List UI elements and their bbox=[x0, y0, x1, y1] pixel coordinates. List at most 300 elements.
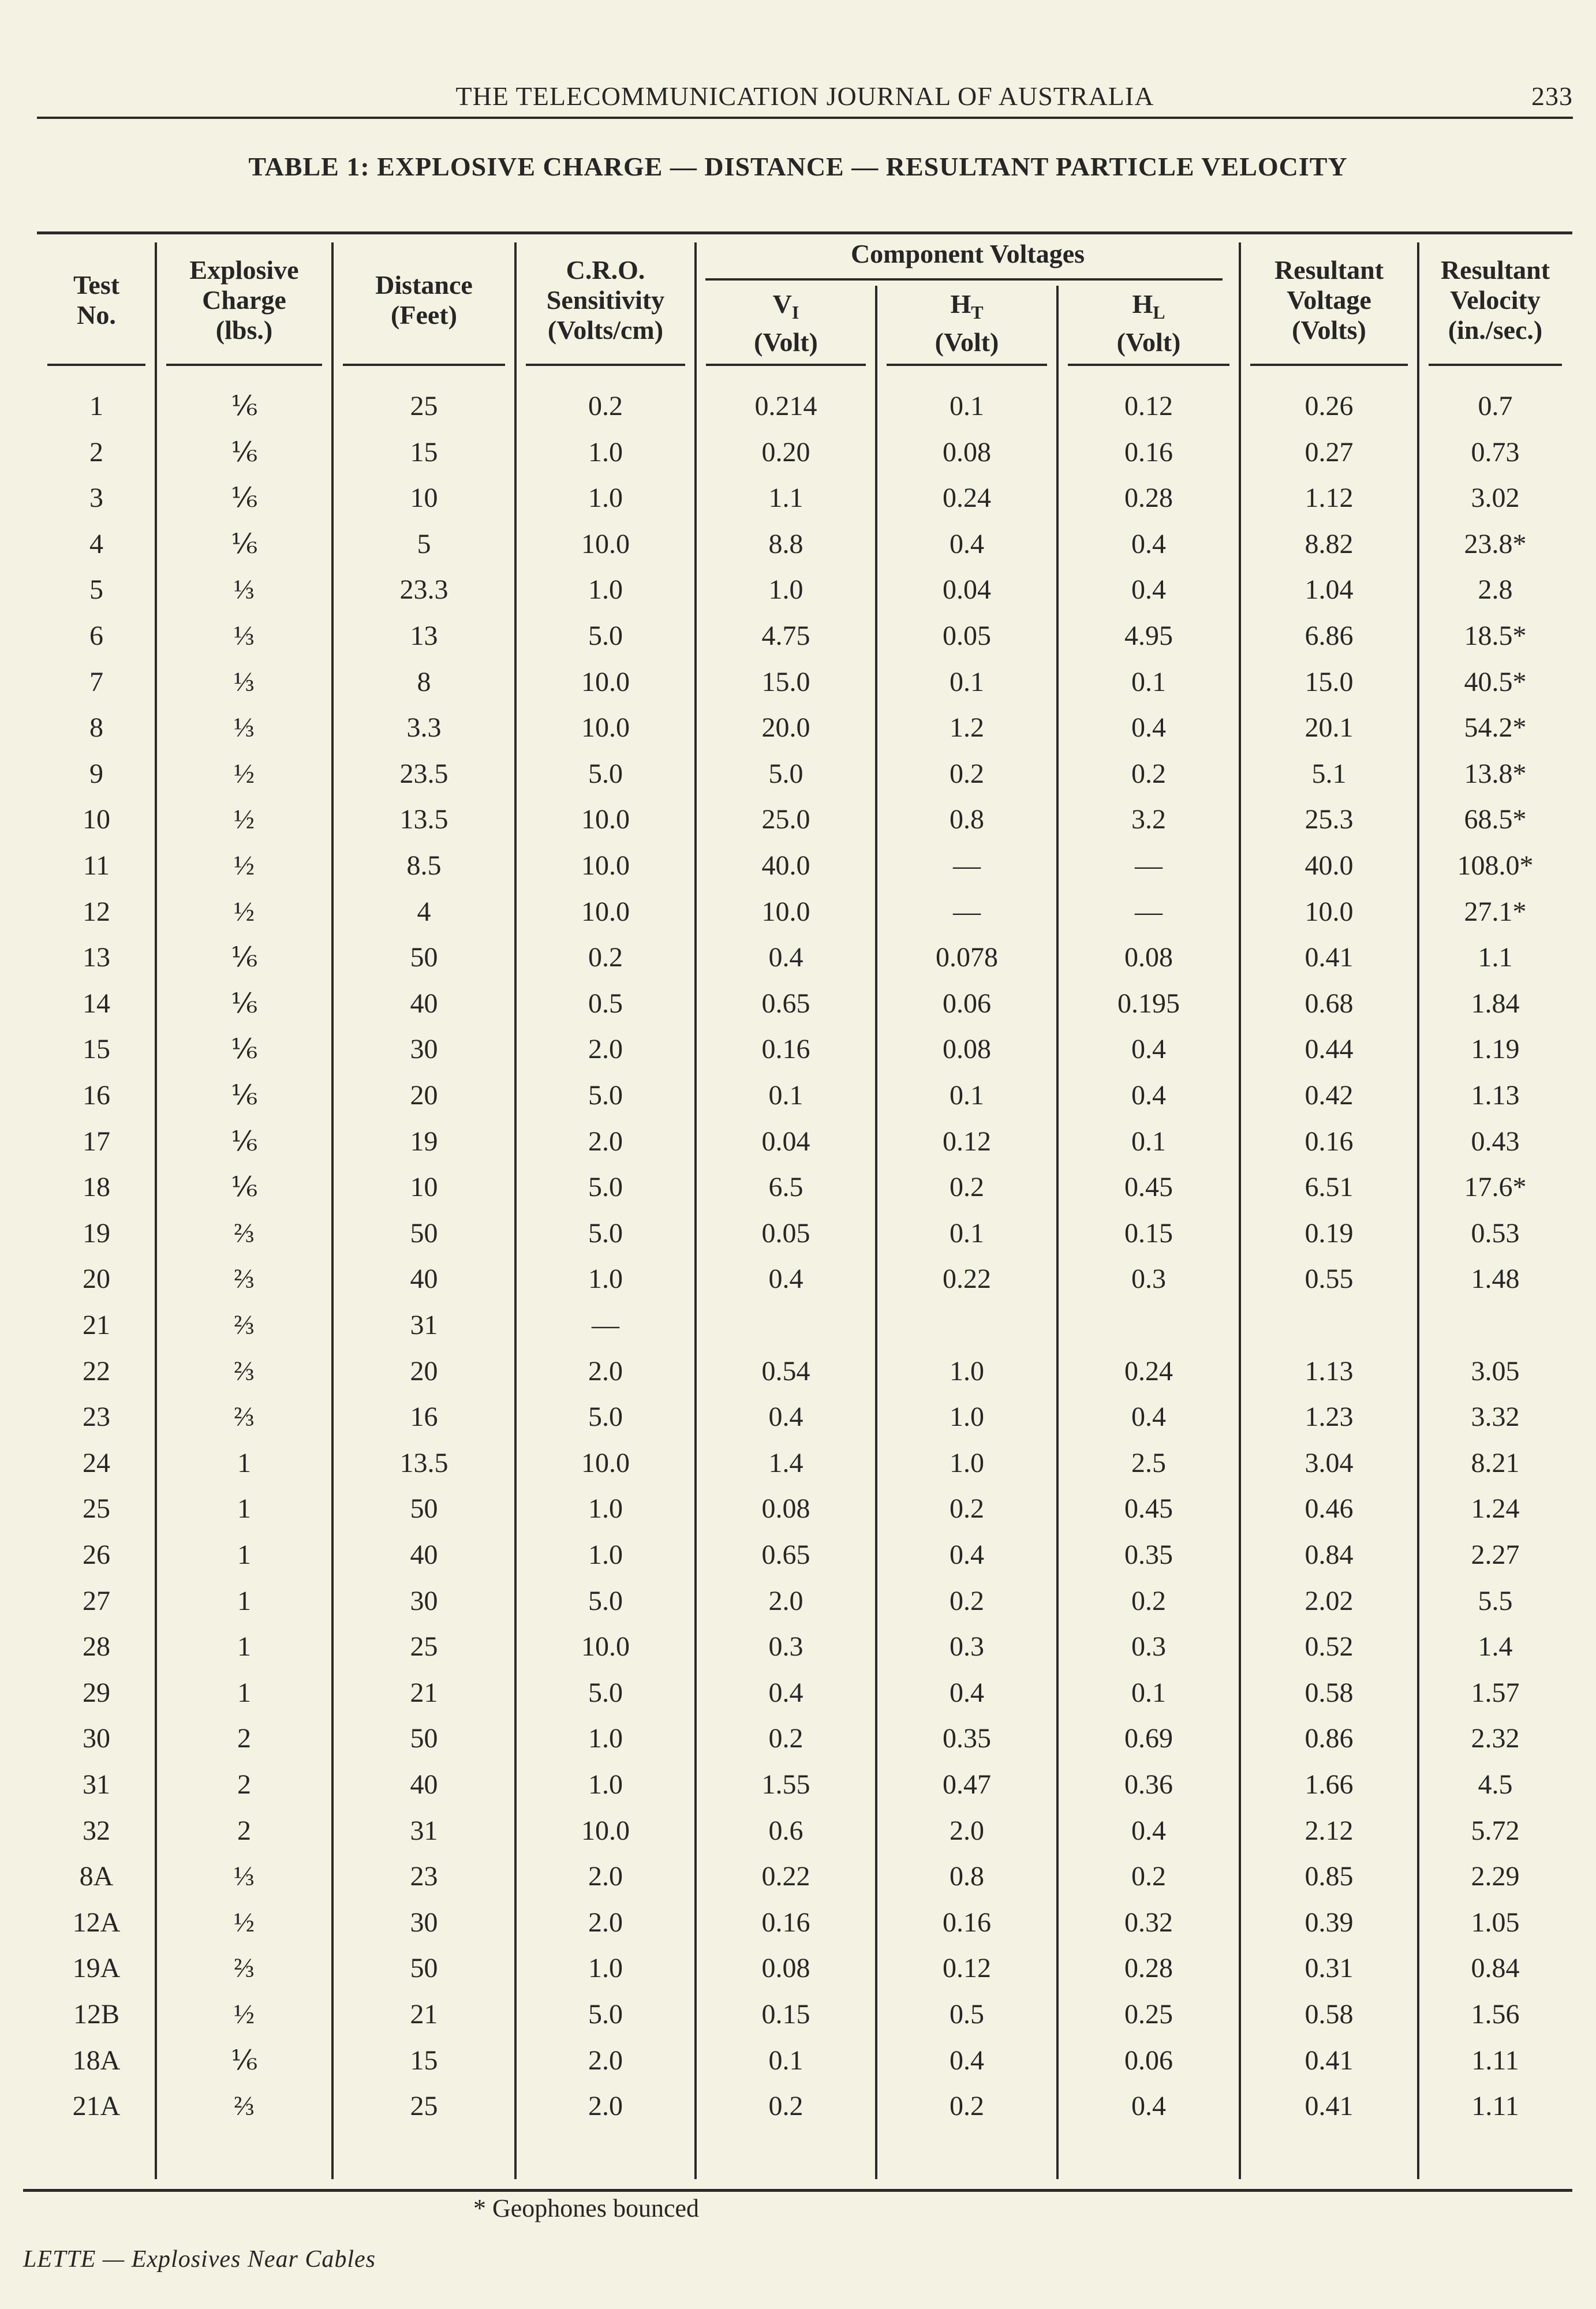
cell-cro-sensitivity: 5.0 bbox=[588, 1585, 623, 1616]
running-head bbox=[37, 81, 1573, 115]
cell-v-voltage: 15.0 bbox=[761, 666, 810, 697]
header-text: V bbox=[772, 289, 792, 319]
cell-test-no: 8 bbox=[89, 712, 103, 743]
cell-charge: ½ bbox=[234, 1999, 255, 2030]
cell-cro-sensitivity: 10.0 bbox=[581, 1631, 630, 1662]
cell-test-no: 12 bbox=[83, 896, 110, 927]
cell-distance: 20 bbox=[410, 1355, 438, 1387]
header-underline bbox=[166, 364, 322, 366]
cell-test-no: 7 bbox=[89, 666, 103, 697]
table-row bbox=[0, 1119, 1596, 1165]
cell-resultant-voltage: 6.86 bbox=[1305, 621, 1354, 651]
cell-hl-voltage: 0.45 bbox=[1124, 1493, 1173, 1525]
cell-cro-sensitivity: 5.0 bbox=[588, 758, 623, 789]
cell-charge: ⅔ bbox=[234, 1953, 255, 1984]
cell-v-voltage: 0.16 bbox=[761, 1034, 810, 1065]
cell-ht-voltage: 0.08 bbox=[943, 436, 991, 468]
cell-hl-voltage: 2.5 bbox=[1131, 1447, 1166, 1478]
journal-title: THE TELECOMMUNICATION JOURNAL OF AUSTRALIA bbox=[455, 81, 1154, 111]
table-row bbox=[0, 1854, 1596, 1900]
cell-v-voltage: 4.75 bbox=[761, 621, 810, 651]
cell-test-no: 11 bbox=[83, 850, 110, 881]
cell-test-no: 22 bbox=[83, 1355, 110, 1387]
cell-resultant-voltage: 2.02 bbox=[1305, 1585, 1354, 1616]
cell-cro-sensitivity: — bbox=[592, 1310, 619, 1340]
cell-test-no: 12B bbox=[73, 1999, 119, 2030]
cell-v-voltage: 8.8 bbox=[768, 528, 803, 559]
cell-test-no: 9 bbox=[89, 758, 103, 789]
header-resultant-velocity bbox=[1418, 242, 1572, 358]
cell-ht-voltage: 0.22 bbox=[943, 1264, 991, 1295]
table-top-rule bbox=[37, 231, 1572, 234]
cell-cro-sensitivity: 5.0 bbox=[588, 1080, 623, 1111]
cell-v-voltage: 20.0 bbox=[761, 712, 810, 743]
cell-hl-voltage: 0.2 bbox=[1131, 758, 1166, 789]
header-charge bbox=[156, 242, 332, 358]
cell-ht-voltage: 0.5 bbox=[950, 1999, 984, 2030]
cell-resultant-voltage: 5.1 bbox=[1311, 758, 1347, 789]
cell-hl-voltage: 0.1 bbox=[1131, 666, 1166, 697]
cell-cro-sensitivity: 1.0 bbox=[588, 1723, 623, 1754]
header-underline bbox=[706, 364, 866, 366]
cell-resultant-velocity: 5.5 bbox=[1478, 1585, 1513, 1616]
header-underline bbox=[1068, 364, 1229, 366]
cell-test-no: 6 bbox=[89, 621, 103, 651]
cell-hl-voltage: 0.195 bbox=[1117, 988, 1180, 1019]
cell-distance: 50 bbox=[410, 1723, 438, 1754]
cell-resultant-voltage: 0.58 bbox=[1305, 1999, 1354, 2030]
header-text: H bbox=[1132, 289, 1153, 319]
cell-resultant-voltage: 0.68 bbox=[1305, 988, 1354, 1019]
cell-test-no: 20 bbox=[83, 1264, 110, 1295]
cell-resultant-velocity: 3.32 bbox=[1471, 1402, 1520, 1433]
table-row bbox=[0, 429, 1596, 476]
cell-cro-sensitivity: 0.2 bbox=[588, 391, 623, 421]
cell-charge: ⅓ bbox=[234, 712, 255, 743]
cell-hl-voltage: 0.4 bbox=[1131, 712, 1166, 743]
cell-ht-voltage: 0.3 bbox=[950, 1631, 984, 1662]
cell-resultant-velocity: 0.84 bbox=[1471, 1953, 1520, 1984]
cell-hl-voltage: 0.4 bbox=[1131, 1080, 1166, 1111]
table-row bbox=[0, 1348, 1596, 1395]
cell-resultant-voltage: 0.41 bbox=[1305, 2045, 1354, 2076]
header-text: C.R.O. bbox=[566, 255, 645, 285]
cell-resultant-velocity: 54.2* bbox=[1464, 712, 1527, 743]
cell-distance: 25 bbox=[410, 391, 438, 421]
cell-resultant-voltage: 1.12 bbox=[1305, 483, 1354, 514]
table-row bbox=[0, 981, 1596, 1027]
cell-ht-voltage: 0.05 bbox=[943, 621, 991, 651]
cell-distance: 15 bbox=[410, 436, 438, 468]
cell-cro-sensitivity: 1.0 bbox=[588, 1540, 623, 1570]
cell-charge: 1 bbox=[237, 1631, 251, 1662]
cell-distance: 13.5 bbox=[399, 804, 448, 835]
table-row bbox=[0, 1670, 1596, 1716]
cell-distance: 40 bbox=[410, 1769, 438, 1800]
cell-charge: 2 bbox=[237, 1723, 251, 1754]
cell-resultant-voltage: 0.86 bbox=[1305, 1723, 1354, 1754]
cell-hl-voltage: 0.06 bbox=[1124, 2045, 1173, 2076]
header-underline bbox=[1429, 364, 1562, 366]
cell-cro-sensitivity: 5.0 bbox=[588, 1999, 623, 2030]
cell-v-voltage: 0.65 bbox=[761, 988, 810, 1019]
cell-distance: 23.3 bbox=[399, 574, 448, 606]
cell-hl-voltage: 0.4 bbox=[1131, 528, 1166, 559]
cell-ht-voltage: 0.4 bbox=[950, 1677, 984, 1708]
cell-ht-voltage: 1.2 bbox=[950, 712, 984, 743]
cell-cro-sensitivity: 1.0 bbox=[588, 483, 623, 514]
cell-ht-voltage: 0.2 bbox=[950, 2091, 984, 2122]
cell-resultant-velocity: 1.05 bbox=[1471, 1907, 1520, 1938]
cell-resultant-voltage: 1.04 bbox=[1305, 574, 1354, 606]
cell-charge: ⅓ bbox=[234, 666, 255, 697]
cell-charge: ⅙ bbox=[230, 436, 258, 468]
cell-cro-sensitivity: 5.0 bbox=[588, 1172, 623, 1203]
cell-hl-voltage: — bbox=[1135, 850, 1163, 881]
cell-distance: 50 bbox=[410, 942, 438, 973]
cell-distance: 50 bbox=[410, 1953, 438, 1984]
cell-distance: 30 bbox=[410, 1907, 438, 1938]
header-text: H bbox=[950, 289, 971, 319]
cell-distance: 5 bbox=[417, 528, 431, 559]
cell-cro-sensitivity: 2.0 bbox=[588, 1126, 623, 1157]
table-row bbox=[0, 475, 1596, 521]
header-distance bbox=[332, 242, 515, 358]
cell-hl-voltage: 0.2 bbox=[1131, 1861, 1166, 1892]
cell-resultant-velocity: 4.5 bbox=[1478, 1769, 1513, 1800]
cell-hl-voltage: 0.28 bbox=[1124, 483, 1173, 514]
cell-distance: 25 bbox=[410, 2091, 438, 2122]
cell-test-no: 19A bbox=[72, 1953, 121, 1984]
cell-ht-voltage: 1.0 bbox=[950, 1355, 984, 1387]
cell-resultant-velocity: 2.29 bbox=[1471, 1861, 1520, 1892]
cell-resultant-velocity: 108.0* bbox=[1457, 850, 1534, 881]
cell-ht-voltage bbox=[876, 1302, 1057, 1348]
table-row bbox=[0, 1440, 1596, 1486]
cell-test-no: 21A bbox=[72, 2091, 121, 2122]
cell-resultant-voltage: 1.13 bbox=[1305, 1355, 1354, 1387]
cell-cro-sensitivity: 1.0 bbox=[588, 1493, 623, 1525]
cell-charge: ⅔ bbox=[234, 1310, 255, 1340]
table-row bbox=[0, 567, 1596, 613]
cell-test-no: 17 bbox=[83, 1126, 110, 1157]
cell-resultant-velocity: 1.84 bbox=[1471, 988, 1520, 1019]
header-text: (lbs.) bbox=[215, 315, 273, 345]
cell-ht-voltage: — bbox=[953, 896, 981, 927]
table-row bbox=[0, 1256, 1596, 1302]
cell-distance: 30 bbox=[410, 1034, 438, 1065]
cell-ht-voltage: 0.24 bbox=[943, 483, 991, 514]
cell-distance: 8.5 bbox=[406, 850, 442, 881]
header-text: (Volts) bbox=[1292, 315, 1366, 345]
cell-charge: ⅙ bbox=[230, 1126, 258, 1157]
cell-resultant-voltage: 15.0 bbox=[1305, 666, 1354, 697]
cell-cro-sensitivity: 5.0 bbox=[588, 1677, 623, 1708]
cell-resultant-voltage: 8.82 bbox=[1305, 528, 1354, 559]
header-text: (Volts/cm) bbox=[547, 315, 664, 345]
cell-cro-sensitivity: 5.0 bbox=[588, 1402, 623, 1433]
table-row bbox=[0, 2083, 1596, 2129]
cell-cro-sensitivity: 10.0 bbox=[581, 850, 630, 881]
cell-v-voltage: 0.4 bbox=[768, 1402, 803, 1433]
cell-resultant-voltage: 0.27 bbox=[1305, 436, 1354, 468]
cell-distance: 40 bbox=[410, 1264, 438, 1295]
article-footer: LETTE — Explosives Near Cables bbox=[23, 2246, 376, 2273]
cell-charge: ⅙ bbox=[230, 1034, 258, 1065]
header-text: (Volt) bbox=[754, 327, 818, 357]
cell-resultant-velocity: 27.1* bbox=[1464, 896, 1527, 927]
cell-test-no: 13 bbox=[83, 942, 110, 973]
cell-charge: 1 bbox=[237, 1447, 251, 1478]
cell-resultant-velocity: 1.4 bbox=[1478, 1631, 1513, 1662]
cell-resultant-voltage: 0.46 bbox=[1305, 1493, 1354, 1525]
cell-resultant-velocity: 2.27 bbox=[1471, 1540, 1520, 1570]
cell-ht-voltage: 0.2 bbox=[950, 1172, 984, 1203]
table-title: TABLE 1: EXPLOSIVE CHARGE — DISTANCE — RESULTANT PARTICLE VELOCITY bbox=[248, 152, 1348, 181]
cell-resultant-velocity: 0.43 bbox=[1471, 1126, 1520, 1157]
table-row bbox=[0, 889, 1596, 935]
cell-distance: 31 bbox=[410, 1815, 438, 1846]
table-row bbox=[0, 1026, 1596, 1073]
cell-test-no: 10 bbox=[83, 804, 110, 835]
cell-resultant-voltage: 0.26 bbox=[1305, 391, 1354, 421]
table-row bbox=[0, 659, 1596, 705]
header-test bbox=[37, 242, 156, 358]
cell-hl-voltage: 0.1 bbox=[1131, 1126, 1166, 1157]
cell-resultant-velocity: 1.56 bbox=[1471, 1999, 1520, 2030]
cell-ht-voltage: 0.1 bbox=[950, 391, 984, 421]
cell-v-voltage: 0.05 bbox=[761, 1217, 810, 1249]
cell-v-voltage: 0.4 bbox=[768, 1677, 803, 1708]
cell-hl-voltage: — bbox=[1135, 896, 1163, 927]
cell-test-no: 26 bbox=[83, 1540, 110, 1570]
cell-cro-sensitivity: 5.0 bbox=[588, 1217, 623, 1249]
cell-ht-voltage: 0.078 bbox=[936, 942, 998, 973]
cell-distance: 21 bbox=[410, 1999, 438, 2030]
header-text: Resultant bbox=[1440, 255, 1550, 285]
table-row bbox=[0, 1762, 1596, 1808]
header-text: Sensitivity bbox=[546, 285, 665, 315]
cell-resultant-voltage: 0.41 bbox=[1305, 942, 1354, 973]
cell-v-voltage: 10.0 bbox=[761, 896, 810, 927]
cell-ht-voltage: 0.1 bbox=[950, 1080, 984, 1111]
cell-charge: 1 bbox=[237, 1585, 251, 1616]
header-text: (Feet) bbox=[391, 300, 457, 330]
cell-distance: 13.5 bbox=[399, 1447, 448, 1478]
table-row bbox=[0, 1900, 1596, 1946]
header-text: (Volt) bbox=[935, 327, 999, 357]
cell-v-voltage: 0.4 bbox=[768, 1264, 803, 1295]
cell-resultant-voltage: 2.12 bbox=[1305, 1815, 1354, 1846]
cell-resultant-voltage: 25.3 bbox=[1305, 804, 1354, 835]
cell-charge: ⅔ bbox=[234, 1402, 255, 1433]
cell-resultant-velocity: 13.8* bbox=[1464, 758, 1527, 789]
header-text: Velocity bbox=[1450, 285, 1541, 315]
cell-charge: ⅙ bbox=[230, 391, 258, 421]
cell-test-no: 5 bbox=[89, 574, 103, 606]
cell-test-no: 23 bbox=[83, 1402, 110, 1433]
cell-test-no: 3 bbox=[89, 483, 103, 514]
cell-resultant-voltage: 1.23 bbox=[1305, 1402, 1354, 1433]
cell-ht-voltage: 0.08 bbox=[943, 1034, 991, 1065]
header-text: Test bbox=[73, 270, 120, 300]
cell-test-no: 18 bbox=[83, 1172, 110, 1203]
cell-v-voltage: 0.15 bbox=[761, 1999, 810, 2030]
cell-v-voltage: 0.2 bbox=[768, 1723, 803, 1754]
cell-charge: 1 bbox=[237, 1540, 251, 1570]
cell-cro-sensitivity: 1.0 bbox=[588, 1953, 623, 1984]
cell-v-voltage: 5.0 bbox=[768, 758, 803, 789]
cell-ht-voltage: 0.06 bbox=[943, 988, 991, 1019]
cell-resultant-voltage: 0.84 bbox=[1305, 1540, 1354, 1570]
cell-ht-voltage: 2.0 bbox=[950, 1815, 984, 1846]
cell-test-no: 8A bbox=[79, 1861, 114, 1892]
cell-hl-voltage: 0.25 bbox=[1124, 1999, 1173, 2030]
cell-test-no: 21 bbox=[83, 1310, 110, 1340]
cell-resultant-velocity bbox=[1418, 1302, 1572, 1348]
cell-ht-voltage: 0.8 bbox=[950, 804, 984, 835]
cell-charge: ⅙ bbox=[230, 483, 258, 514]
header-text: Charge bbox=[202, 285, 286, 315]
cell-charge: ⅙ bbox=[230, 1080, 258, 1111]
header-cro bbox=[515, 242, 696, 358]
header-underline bbox=[1250, 364, 1408, 366]
header-text: Resultant bbox=[1274, 255, 1384, 285]
table-row bbox=[0, 1808, 1596, 1854]
cell-charge: ½ bbox=[234, 896, 255, 927]
header-underline bbox=[47, 364, 145, 366]
cell-resultant-voltage: 1.66 bbox=[1305, 1769, 1354, 1800]
cell-v-voltage: 1.0 bbox=[768, 574, 803, 606]
cell-test-no: 28 bbox=[83, 1631, 110, 1662]
cell-ht-voltage: 0.2 bbox=[950, 758, 984, 789]
header-text: Distance bbox=[375, 270, 473, 300]
cell-resultant-voltage: 40.0 bbox=[1305, 850, 1354, 881]
cell-charge: ⅔ bbox=[234, 1264, 255, 1295]
component-group-rule bbox=[705, 278, 1223, 281]
cell-hl-voltage: 0.32 bbox=[1124, 1907, 1173, 1938]
cell-hl-voltage: 0.45 bbox=[1124, 1172, 1173, 1203]
cell-hl-voltage bbox=[1057, 1302, 1240, 1348]
header-hl bbox=[1057, 286, 1240, 361]
cell-distance: 16 bbox=[410, 1402, 438, 1433]
table-row bbox=[0, 1945, 1596, 1992]
cell-ht-voltage: 0.12 bbox=[943, 1126, 991, 1157]
cell-resultant-voltage: 0.31 bbox=[1305, 1953, 1354, 1984]
cell-resultant-voltage: 0.16 bbox=[1305, 1126, 1354, 1157]
cell-charge: ⅙ bbox=[230, 988, 258, 1019]
cell-resultant-velocity: 1.11 bbox=[1471, 2091, 1519, 2122]
cell-resultant-velocity: 3.02 bbox=[1471, 483, 1520, 514]
cell-distance: 25 bbox=[410, 1631, 438, 1662]
cell-distance: 40 bbox=[410, 988, 438, 1019]
cell-v-voltage: 1.55 bbox=[761, 1769, 810, 1800]
table-row bbox=[0, 705, 1596, 751]
cell-test-no: 16 bbox=[83, 1080, 110, 1111]
cell-hl-voltage: 0.69 bbox=[1124, 1723, 1173, 1754]
cell-ht-voltage: 1.0 bbox=[950, 1447, 984, 1478]
cell-cro-sensitivity: 10.0 bbox=[581, 528, 630, 559]
cell-resultant-voltage: 0.39 bbox=[1305, 1907, 1354, 1938]
table-row bbox=[0, 521, 1596, 567]
cell-distance: 30 bbox=[410, 1585, 438, 1616]
cell-v-voltage: 0.08 bbox=[761, 1953, 810, 1984]
cell-distance: 23.5 bbox=[399, 758, 448, 789]
table-row bbox=[0, 1992, 1596, 2038]
cell-v-voltage: 1.1 bbox=[768, 483, 803, 514]
header-ht bbox=[876, 286, 1057, 361]
cell-v-voltage: 6.5 bbox=[768, 1172, 803, 1203]
cell-ht-voltage: 0.4 bbox=[950, 1540, 984, 1570]
cell-test-no: 12A bbox=[72, 1907, 121, 1938]
footnote: * Geophones bounced bbox=[473, 2194, 700, 2222]
cell-resultant-velocity: 40.5* bbox=[1464, 666, 1527, 697]
header-text: (in./sec.) bbox=[1448, 315, 1543, 345]
cell-v-voltage: 25.0 bbox=[761, 804, 810, 835]
header-component-voltages bbox=[696, 237, 1240, 271]
cell-distance: 50 bbox=[410, 1493, 438, 1525]
cell-hl-voltage: 0.12 bbox=[1124, 391, 1173, 421]
cell-ht-voltage: 0.2 bbox=[950, 1493, 984, 1525]
cell-resultant-voltage: 3.04 bbox=[1305, 1447, 1354, 1478]
cell-ht-voltage: 0.1 bbox=[950, 666, 984, 697]
cell-hl-voltage: 0.28 bbox=[1124, 1953, 1173, 1984]
cell-cro-sensitivity: 5.0 bbox=[588, 621, 623, 651]
head-rule bbox=[37, 117, 1573, 119]
cell-hl-voltage: 0.16 bbox=[1124, 436, 1173, 468]
cell-ht-voltage: 0.16 bbox=[943, 1907, 991, 1938]
cell-v-voltage: 0.2 bbox=[768, 2091, 803, 2122]
cell-resultant-velocity: 1.11 bbox=[1471, 2045, 1519, 2076]
table-row bbox=[0, 1624, 1596, 1670]
cell-hl-voltage: 0.4 bbox=[1131, 574, 1166, 606]
cell-cro-sensitivity: 10.0 bbox=[581, 804, 630, 835]
cell-resultant-velocity: 0.7 bbox=[1478, 391, 1513, 421]
cell-v-voltage: 1.4 bbox=[768, 1447, 803, 1478]
cell-v-voltage: 0.6 bbox=[768, 1815, 803, 1846]
cell-hl-voltage: 0.36 bbox=[1124, 1769, 1173, 1800]
table-row bbox=[0, 1073, 1596, 1119]
cell-cro-sensitivity: 2.0 bbox=[588, 1034, 623, 1065]
cell-test-no: 31 bbox=[83, 1769, 110, 1800]
cell-ht-voltage: 0.4 bbox=[950, 528, 984, 559]
cell-distance: 23 bbox=[410, 1861, 438, 1892]
cell-cro-sensitivity: 0.5 bbox=[588, 988, 623, 1019]
cell-hl-voltage: 4.95 bbox=[1124, 621, 1173, 651]
cell-test-no: 25 bbox=[83, 1493, 110, 1525]
cell-ht-voltage: 0.04 bbox=[943, 574, 991, 606]
cell-ht-voltage: 0.4 bbox=[950, 2045, 984, 2076]
cell-distance: 20 bbox=[410, 1080, 438, 1111]
header-underline bbox=[887, 364, 1047, 366]
cell-hl-voltage: 0.24 bbox=[1124, 1355, 1173, 1387]
cell-hl-voltage: 0.4 bbox=[1131, 1402, 1166, 1433]
cell-ht-voltage: 0.47 bbox=[943, 1769, 991, 1800]
header-subscript: T bbox=[971, 302, 984, 323]
cell-resultant-voltage bbox=[1240, 1302, 1418, 1348]
cell-resultant-voltage: 0.41 bbox=[1305, 2091, 1354, 2122]
cell-resultant-voltage: 0.55 bbox=[1305, 1264, 1354, 1295]
cell-cro-sensitivity: 10.0 bbox=[581, 896, 630, 927]
table-row bbox=[0, 1486, 1596, 1532]
cell-test-no: 24 bbox=[83, 1447, 110, 1478]
cell-v-voltage: 40.0 bbox=[761, 850, 810, 881]
cell-cro-sensitivity: 10.0 bbox=[581, 712, 630, 743]
table-row bbox=[0, 1532, 1596, 1578]
table-row bbox=[0, 1210, 1596, 1257]
cell-test-no: 32 bbox=[83, 1815, 110, 1846]
cell-resultant-velocity: 1.19 bbox=[1471, 1034, 1520, 1065]
